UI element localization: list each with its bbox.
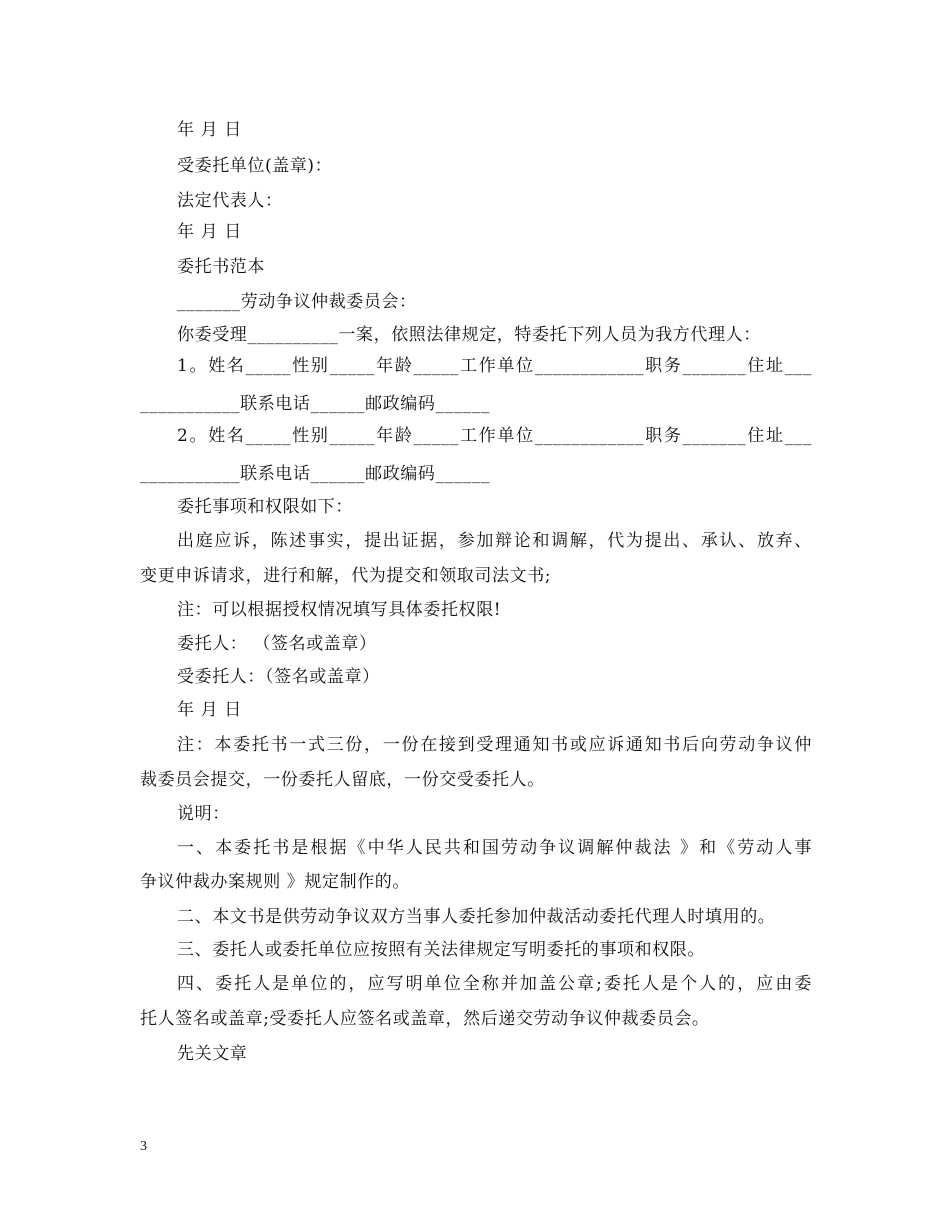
note-line: 注：可以根据授权情况填写具体委托权限! [177, 600, 502, 620]
explanation-item: 二、本文书是供劳动争议双方当事人委托参加仲裁活动委托代理人时填用的。 [177, 907, 776, 927]
date-line: 年 月 日 [177, 120, 242, 140]
paragraph-line: 你委受理__________一案，依照法律规定，特委托下列人员为我方代理人： [177, 325, 761, 345]
addressee-line: _______劳动争议仲裁委员会： [177, 292, 417, 312]
explanation-item: 三、委托人或委托单位应按照有关法律规定写明委托的事项和权限。 [177, 940, 705, 960]
date-line: 年 月 日 [177, 222, 242, 242]
explanation-item-cont: 争议仲裁办案规则 》规定制作的。 [140, 872, 411, 892]
paragraph-line: 变更申诉请求，进行和解，代为提交和领取司法文书; [140, 566, 552, 586]
explanation-item-cont: 托人签名或盖章;受委托人应签名或盖章，然后递交劳动争议仲裁委员会。 [140, 1009, 710, 1029]
agent-2-form-line-cont: ___________联系电话______邮政编码______ [140, 464, 491, 484]
note-line: 注：本委托书一式三份，一份在接到受理通知书或应诉通知书后向劳动争议仲 [177, 735, 812, 755]
note-line-cont: 裁委员会提交，一份委托人留底，一份交受委托人。 [140, 770, 545, 790]
agent-signature-line: 受委托人：（签名或盖章） [177, 667, 380, 687]
section-heading: 委托书范本 [177, 257, 265, 277]
agent-1-form-line-cont: ___________联系电话______邮政编码______ [140, 394, 491, 414]
explanation-item: 四、委托人是单位的，应写明单位全称并加盖公章;委托人是个人的，应由委 [177, 974, 812, 994]
explanation-item: 一、本委托书是根据《中华人民共和国劳动争议调解仲裁法 》和《劳动人事 [177, 838, 812, 858]
agent-1-form-line: 1。姓名_____性别_____年龄_____工作单位____________职务_______住址___ [177, 356, 812, 376]
related-articles-link[interactable]: 先关文章 [177, 1044, 248, 1064]
page-number: 3 [140, 1139, 147, 1154]
date-line: 年 月 日 [177, 700, 242, 720]
paragraph-line: 委托事项和权限如下： [177, 497, 353, 517]
legal-representative-line: 法定代表人： [177, 191, 283, 211]
paragraph-line: 出庭应诉，陈述事实，提出证据，参加辩论和调解，代为提出、承认、放弃、 [177, 531, 812, 551]
explanation-heading: 说明： [177, 804, 230, 824]
principal-signature-line: 委托人： （签名或盖章） [177, 634, 377, 654]
agent-2-form-line: 2。姓名_____性别_____年龄_____工作单位____________职务_______住址___ [177, 426, 812, 446]
entrusted-unit-seal-line: 受委托单位(盖章)： [177, 156, 333, 176]
